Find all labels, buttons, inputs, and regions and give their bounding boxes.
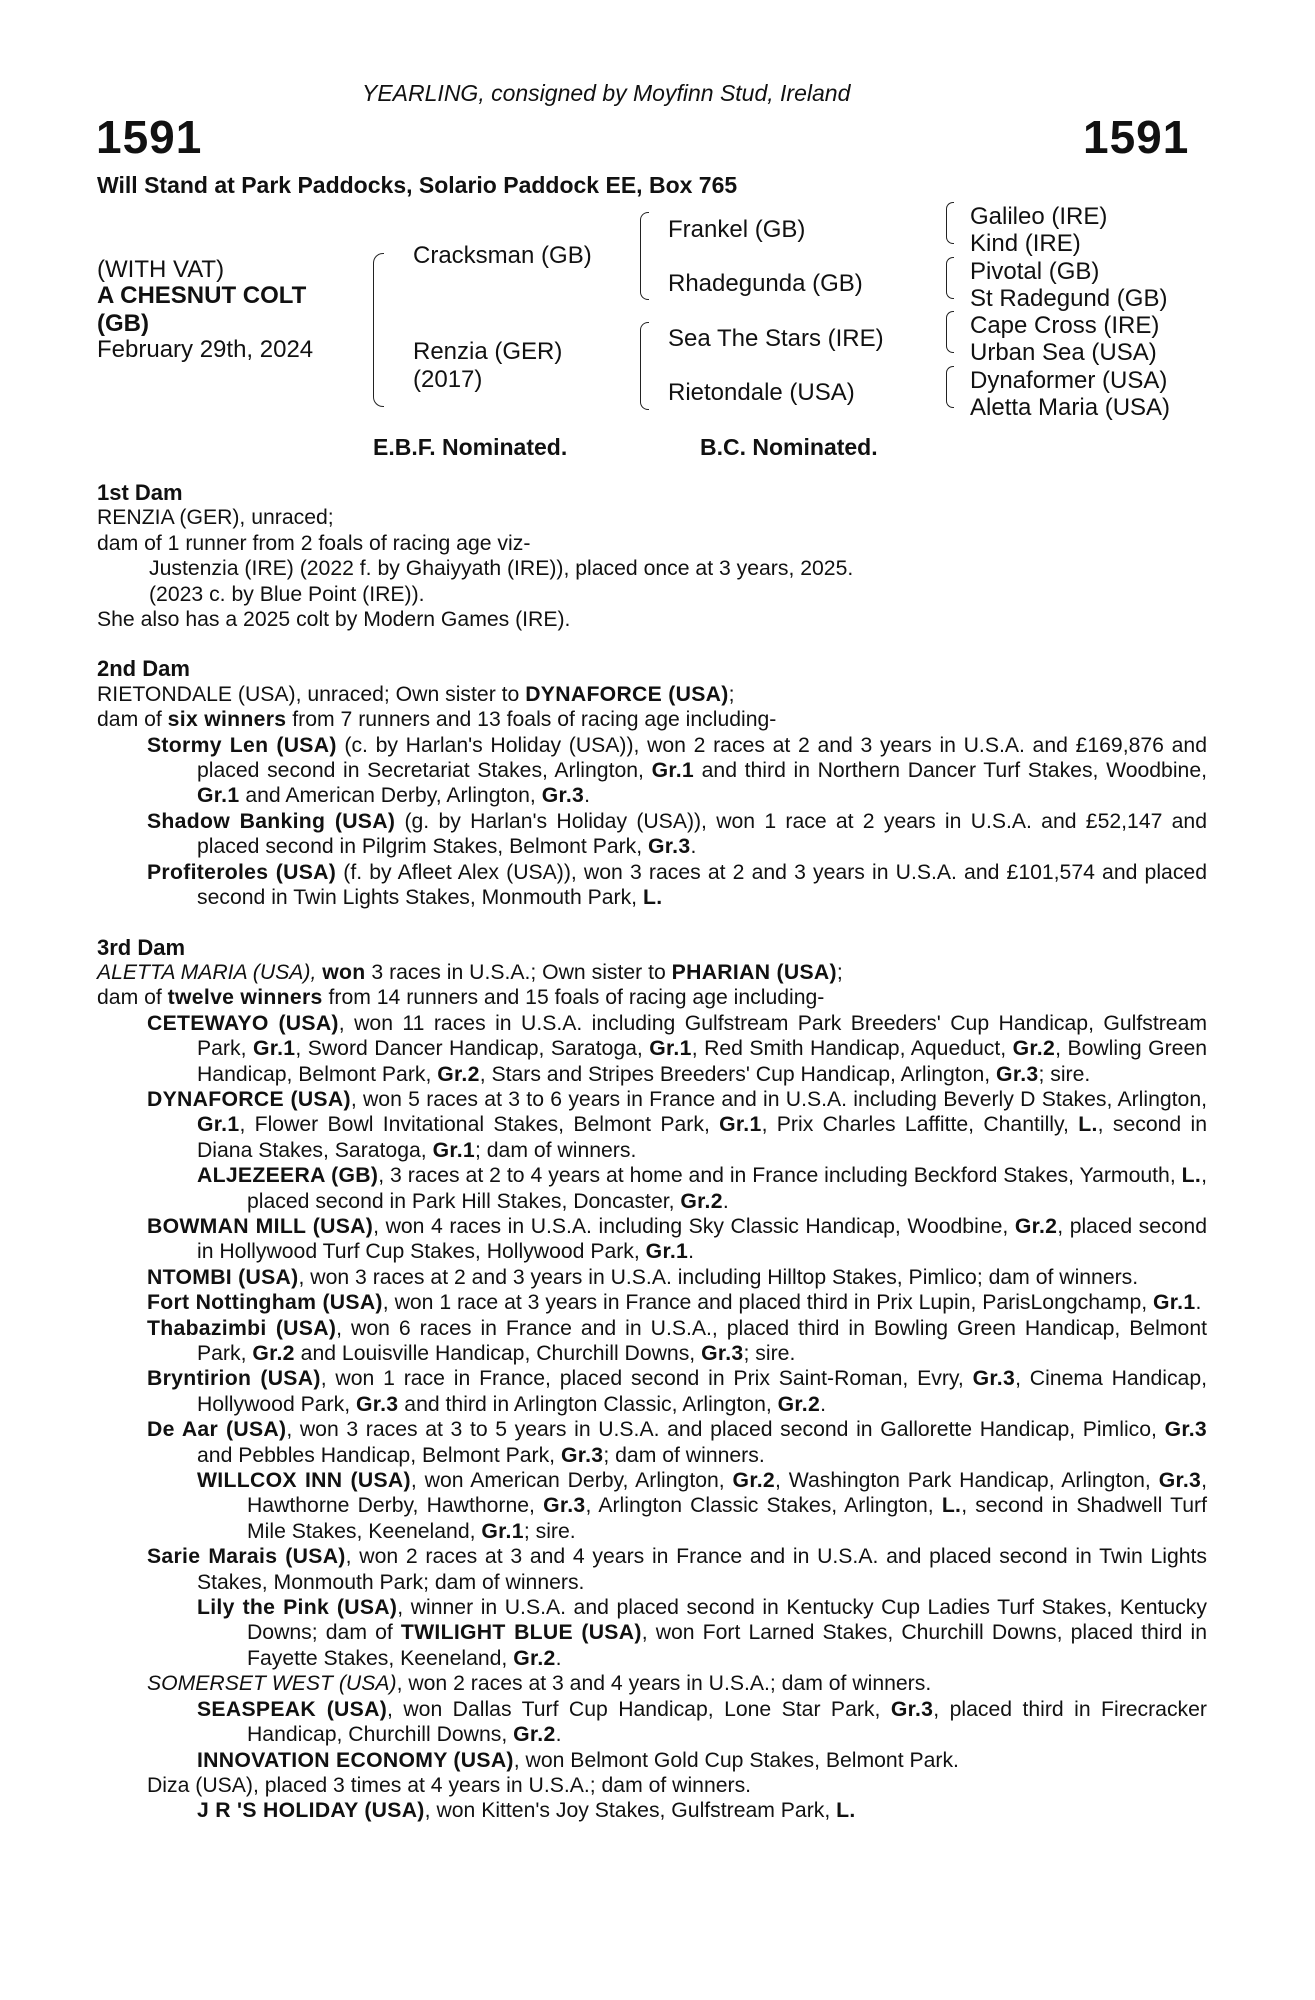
second-dam-intro: RIETONDALE (USA), unraced; Own sister to DYNAFORCE (USA); (97, 682, 735, 706)
third-dam-intro: ALETTA MARIA (USA), won 3 races in U.S.A.; Own sister to PHARIAN (USA); (97, 960, 843, 984)
second-dam-entry-stormy-len: Stormy Len (USA) (c. by Harlan's Holiday (USA)), won 2 races at 2 and 3 years in U.S.A. and £169,876 and placed second in Secretariat Stakes, Arlington, Gr.1 and third in Northern Dancer Turf Stakes, Woodbine, Gr.1 and American Derby, Arlington, Gr.3. (147, 733, 1207, 808)
first-dam-line-4: (2023 c. by Blue Point (IRE)). (149, 582, 425, 606)
pedigree-brace-sire (640, 212, 649, 300)
first-dam-line-1: RENZIA (GER), unraced; (97, 506, 334, 530)
entry-aljezeera: ALJEZEERA (GB), 3 races at 2 to 4 years at home and in France including Beckford Stakes, Yarmouth, L., placed second in Park Hill Stakes, Doncaster, Gr.2. (197, 1164, 1207, 1213)
entry-thabazimbi: Thabazimbi (USA), won 6 races in France and in U.S.A., placed third in Bowling Green Handicap, Belmont Park, Gr.2 and Louisville Handicap, Churchill Downs, Gr.3; sire. (147, 1316, 1207, 1365)
second-dam-entry-profiteroles: Profiteroles (USA) (f. by Afleet Alex (USA)), won 3 races at 2 and 3 years in U.S.A. and £101,574 and placed second in Twin Lights Stakes, Monmouth Park, L. (147, 860, 1207, 910)
pedigree-dam-sire: Sea The Stars (IRE) (668, 325, 884, 352)
entry-diza: Diza (USA), placed 3 times at 4 years in U.S.A.; dam of winners. (147, 1773, 752, 1797)
second-dam-heading: 2nd Dam (97, 656, 190, 682)
entry-de-aar: De Aar (USA), won 3 races at 3 to 5 years in U.S.A. and placed second in Gallorette Handicap, Pimlico, Gr.3 and Pebbles Handicap, Belmont Park, Gr.3; dam of winners. (147, 1418, 1207, 1467)
pedigree-body (97, 480, 1207, 1824)
pedigree-g3-7: Dynaformer (USA) (970, 367, 1168, 394)
pedigree-brace-g3a (946, 202, 954, 244)
bc-nominated: B.C. Nominated. (700, 434, 878, 460)
pedigree-g3-8: Aletta Maria (USA) (970, 394, 1171, 421)
second-dam-entry-shadow-banking: Shadow Banking (USA) (g. by Harlan's Holiday (USA)), won 1 race at 2 years in U.S.A. and £52,147 and placed second in Pilgrim Stakes, Belmont Park, Gr.3. (147, 809, 1207, 859)
lot-number-right: 1591 (1083, 111, 1190, 163)
entry-sarie-marais: Sarie Marais (USA), won 2 races at 3 and 4 years in France and in U.S.A. and placed second in Twin Lights Stakes, Monmouth Park; dam of winners. (147, 1545, 1208, 1594)
pedigree-brace-g3c (946, 311, 954, 353)
entry-innovation-economy: INNOVATION ECONOMY (USA), won Belmont Gold Cup Stakes, Belmont Park. (197, 1748, 959, 1772)
entry-willcox-inn: WILLCOX INN (USA), won American Derby, Arlington, Gr.2, Washington Park Handicap, Arlington, Gr.3, Hawthorne Derby, Hawthorne, Gr.3, Arlington Classic Stakes, Arlington, L., second in Shadwell Turf Mile Stakes, Keeneland, Gr.1; sire. (197, 1469, 1208, 1543)
pedigree-g3-3: Pivotal (GB) (970, 258, 1100, 285)
third-dam-heading: 3rd Dam (97, 934, 186, 960)
pedigree-dam-dam: Rietondale (USA) (668, 379, 855, 406)
entry-jrs-holiday: J R 'S HOLIDAY (USA), won Kitten's Joy Stakes, Gulfstream Park, L. (197, 1799, 856, 1823)
lot-number-left: 1591 (96, 111, 203, 163)
first-dam-line-5: She also has a 2025 colt by Modern Games (IRE). (97, 608, 571, 632)
pedigree-brace-dam (640, 322, 649, 410)
horse-name: A CHESNUT COLT (97, 282, 307, 309)
entry-fort-nottingham: Fort Nottingham (USA), won 1 race at 3 years in France and placed third in Prix Lupin, ParisLongchamp, Gr.1. (147, 1291, 1202, 1315)
ebf-nominated: E.B.F. Nominated. (373, 434, 568, 460)
pedigree-g3-1: Galileo (IRE) (970, 203, 1108, 230)
pedigree-dam-year: (2017) (413, 366, 483, 393)
pedigree-g3-6: Urban Sea (USA) (970, 339, 1157, 366)
pedigree-g3-4: St Radegund (GB) (970, 285, 1168, 312)
second-dam-produce: dam of six winners from 7 runners and 13 foals of racing age including- (97, 708, 777, 732)
first-dam-heading: 1st Dam (97, 480, 183, 505)
entry-ntombi: NTOMBI (USA), won 3 races at 2 and 3 years in U.S.A. including Hilltop Stakes, Pimlico; dam of winners. (147, 1265, 1139, 1289)
pedigree-g3-5: Cape Cross (IRE) (970, 312, 1160, 339)
entry-lily-the-pink: Lily the Pink (USA), winner in U.S.A. and placed second in Kentucky Cup Ladies Turf Stakes, Kentucky Downs; dam of TWILIGHT BLUE (USA), won Fort Larned Stakes, Churchill Downs, placed third in Fayette Stakes, Keeneland, Gr.2. (197, 1596, 1207, 1670)
entry-seaspeak: SEASPEAK (USA), won Dallas Turf Cup Handicap, Lone Star Park, Gr.3, placed third in Firecracker Handicap, Churchill Downs, Gr.2. (197, 1697, 1207, 1747)
horse-dob: February 29th, 2024 (97, 336, 314, 363)
entry-bowman-mill: BOWMAN MILL (USA), won 4 races in U.S.A. including Sky Classic Handicap, Woodbine, Gr.2, placed second in Hollywood Turf Cup Stakes, Hollywood Park, Gr.1. (147, 1214, 1207, 1264)
pedigree-sire-sire: Frankel (GB) (668, 216, 806, 243)
entry-somerset-west: SOMERSET WEST (USA), won 2 races at 3 and 4 years in U.S.A.; dam of winners. (147, 1672, 932, 1696)
vat-label: (WITH VAT) (97, 256, 225, 283)
pedigree-brace-g3d (946, 366, 954, 408)
first-dam-line-2: dam of 1 runner from 2 foals of racing age viz- (97, 531, 531, 555)
stand-location: Will Stand at Park Paddocks, Solario Paddock EE, Box 765 (97, 172, 738, 198)
pedigree-sire: Cracksman (GB) (413, 242, 592, 269)
entry-dynaforce: DYNAFORCE (USA), won 5 races at 3 to 6 years in France and in U.S.A. including Beverly D Stakes, Arlington, Gr.1, Flower Bowl Invitational Stakes, Belmont Park, Gr.1, Prix Charles Laffitte, Chantilly, L., second in Diana Stakes, Saratoga, Gr.1; dam of winners. (147, 1087, 1207, 1162)
pedigree-g3-2: Kind (IRE) (970, 230, 1081, 257)
pedigree-brace-g3b (946, 257, 954, 299)
horse-origin: (GB) (97, 310, 149, 337)
pedigree-dam: Renzia (GER) (413, 338, 563, 365)
entry-cetewayo: CETEWAYO (USA), won 11 races in U.S.A. including Gulfstream Park Breeders' Cup Handicap, Gulfstream Park, Gr.1, Sword Dancer Handicap, Saratoga, Gr.1, Red Smith Handicap, Aqueduct, Gr.2, Bowling Green Handicap, Belmont Park, Gr.2, Stars and Stripes Breeders' Cup Handicap, Arlington, Gr.3; sire. (147, 1011, 1208, 1086)
third-dam-produce: dam of twelve winners from 14 runners and 15 foals of racing age including- (97, 986, 825, 1010)
pedigree-sire-dam: Rhadegunda (GB) (668, 270, 863, 297)
pedigree-brace-main (373, 253, 384, 407)
entry-bryntirion: Bryntirion (USA), won 1 race in France, placed second in Prix Saint-Roman, Evry, Gr.3, Cinema Handicap, Hollywood Park, Gr.3 and third in Arlington Classic, Arlington, Gr.2. (147, 1367, 1208, 1416)
consignor-line: YEARLING, consigned by Moyfinn Stud, Ireland (362, 80, 851, 106)
first-dam-line-3: Justenzia (IRE) (2022 f. by Ghaiyyath (IRE)), placed once at 3 years, 2025. (149, 557, 854, 581)
